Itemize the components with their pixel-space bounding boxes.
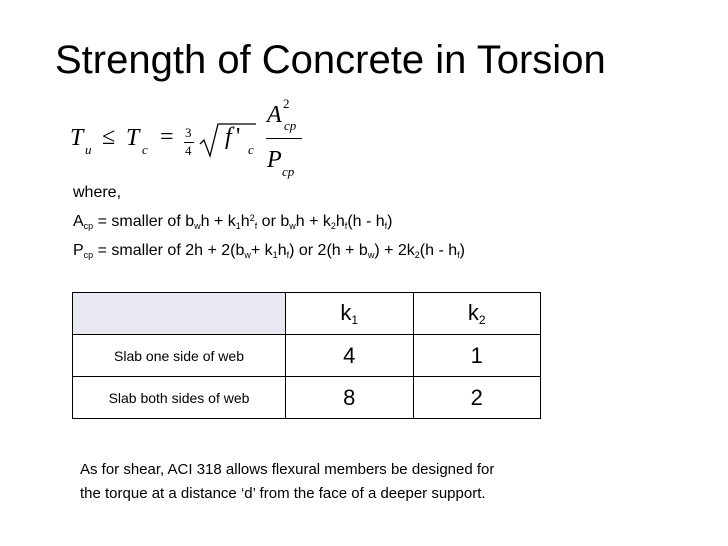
torsion-formula xyxy=(70,92,330,187)
formula-three: 3 xyxy=(185,125,192,140)
k-factor-table xyxy=(72,292,541,419)
formula-eq: = xyxy=(160,124,174,150)
shear-note xyxy=(80,458,494,506)
formula-prime: ' xyxy=(236,124,241,150)
table-header-row xyxy=(73,293,541,335)
formula-c: c xyxy=(142,142,148,157)
row-k1-value: 8 xyxy=(286,377,414,419)
formula-cp-den: cp xyxy=(282,164,295,179)
pcp-definition: $P_{cp}$ = smaller of $2h + 2(b_w+ k_1h_f)$ or $2(h + b_w) + 2k_2(h - h_f)$ xyxy=(73,242,465,260)
table-row xyxy=(73,377,541,419)
header-blank-cell xyxy=(73,293,286,335)
formula-P: P xyxy=(267,147,282,173)
note-line-2: the torque at a distance ‘d’ from the face of a deeper support. xyxy=(80,485,486,502)
fraction-line xyxy=(266,138,302,139)
formula-four: 4 xyxy=(185,143,192,158)
formula-two: 2 xyxy=(283,96,290,111)
row-label: Slab both sides of web xyxy=(73,377,286,419)
formula-Tc: T xyxy=(126,125,140,151)
formula-f: f xyxy=(225,124,232,150)
note-line-1: As for shear, ACI 318 allows flexural members be designed for xyxy=(80,461,495,478)
formula-u: u xyxy=(85,142,92,157)
formula-fc: c xyxy=(248,142,254,157)
where-label: where, xyxy=(73,184,122,201)
table-row xyxy=(73,335,541,377)
row-k1-value: 4 xyxy=(286,335,414,377)
header-k1: $k_1$ xyxy=(286,293,414,335)
formula-T: T xyxy=(70,125,84,151)
acp-definition: $A_{cp}$ = smaller of $b_wh + k_1h^2_f$ or $b_wh + k_2h_f(h - h_f)$ xyxy=(73,213,393,231)
formula-leq: ≤ xyxy=(102,124,116,150)
row-label: Slab one side of web xyxy=(73,335,286,377)
formula-A: A xyxy=(267,102,282,128)
slide-title: Strength of Concrete in Torsion xyxy=(55,38,606,82)
header-k2: $k_2$ xyxy=(413,293,541,335)
row-k2-value: 2 xyxy=(413,377,541,419)
row-k2-value: 1 xyxy=(413,335,541,377)
formula-cp-num: cp xyxy=(284,118,297,133)
